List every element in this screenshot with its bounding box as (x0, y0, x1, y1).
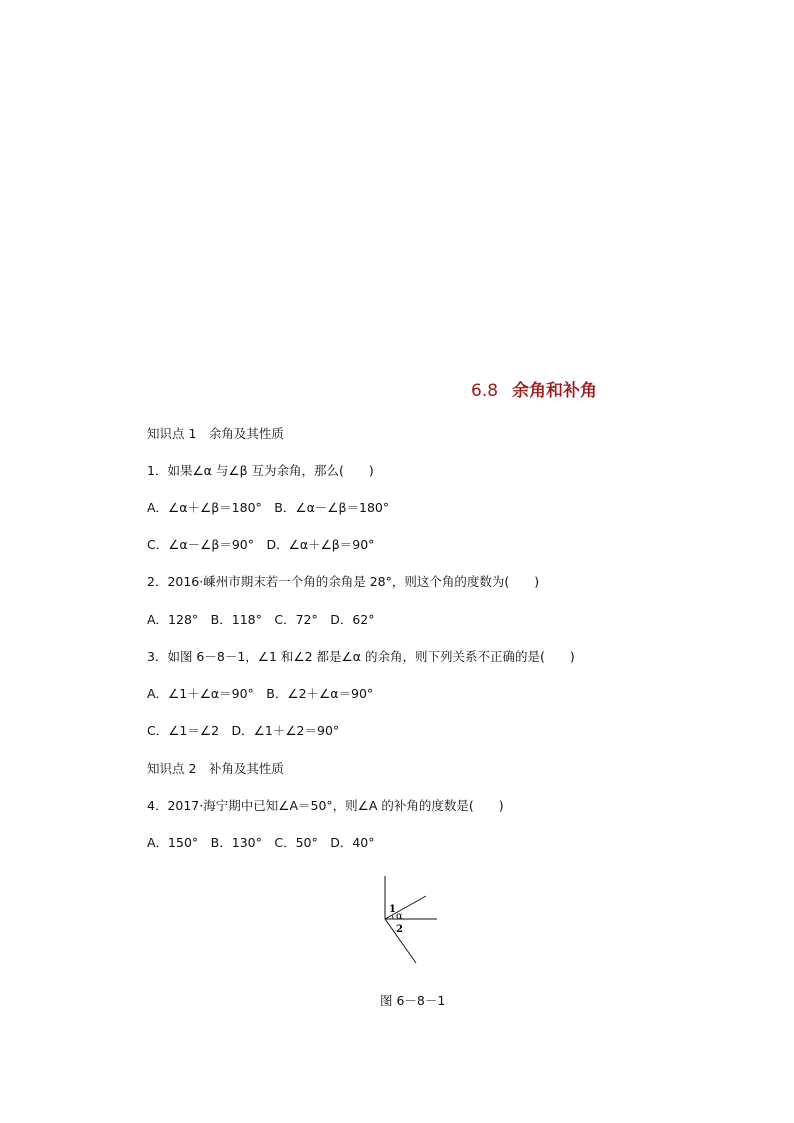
section-title (471, 376, 597, 401)
figure-label-2: 2 (396, 924, 403, 935)
question-3-options-cd: C．∠1＝∠2 D．∠1＋∠2＝90° (147, 723, 340, 738)
angle-figure (370, 872, 450, 972)
figure-label-alpha: α (396, 911, 403, 922)
question-3-options-ab: A．∠1＋∠α＝90° B．∠2＋∠α＝90° (147, 686, 374, 701)
knowledge-point-2-heading: 知识点 2 补角及其性质 (147, 761, 284, 776)
figure-angle-arc (392, 915, 393, 919)
figure-label-1: 1 (389, 904, 396, 915)
figure-caption: 图 6－8－1 (380, 993, 446, 1008)
knowledge-point-1-heading: 知识点 1 余角及其性质 (147, 426, 284, 441)
section-number: 6.8 (471, 381, 499, 401)
question-1-options-cd: C．∠α－∠β＝90° D．∠α＋∠β＝90° (147, 537, 375, 552)
question-2-options: A．128° B．118° C．72° D．62° (147, 612, 375, 627)
question-2-stem: 2．2016·嵊州市期末若一个角的余角是 28°，则这个角的度数为( ) (147, 574, 540, 589)
question-1-stem: 1．如果∠α 与∠β 互为余角，那么( ) (147, 463, 374, 478)
question-4-options: A．150° B．130° C．50° D．40° (147, 835, 375, 850)
question-4-stem: 4．2017·海宁期中已知∠A＝50°，则∠A 的补角的度数是( ) (147, 798, 504, 813)
question-1-options-ab: A．∠α＋∠β＝180° B．∠α－∠β＝180° (147, 500, 390, 515)
question-3-stem: 3．如图 6－8－1，∠1 和∠2 都是∠α 的余角，则下列关系不正确的是( ) (147, 649, 575, 664)
section-heading: 余角和补角 (512, 381, 598, 401)
